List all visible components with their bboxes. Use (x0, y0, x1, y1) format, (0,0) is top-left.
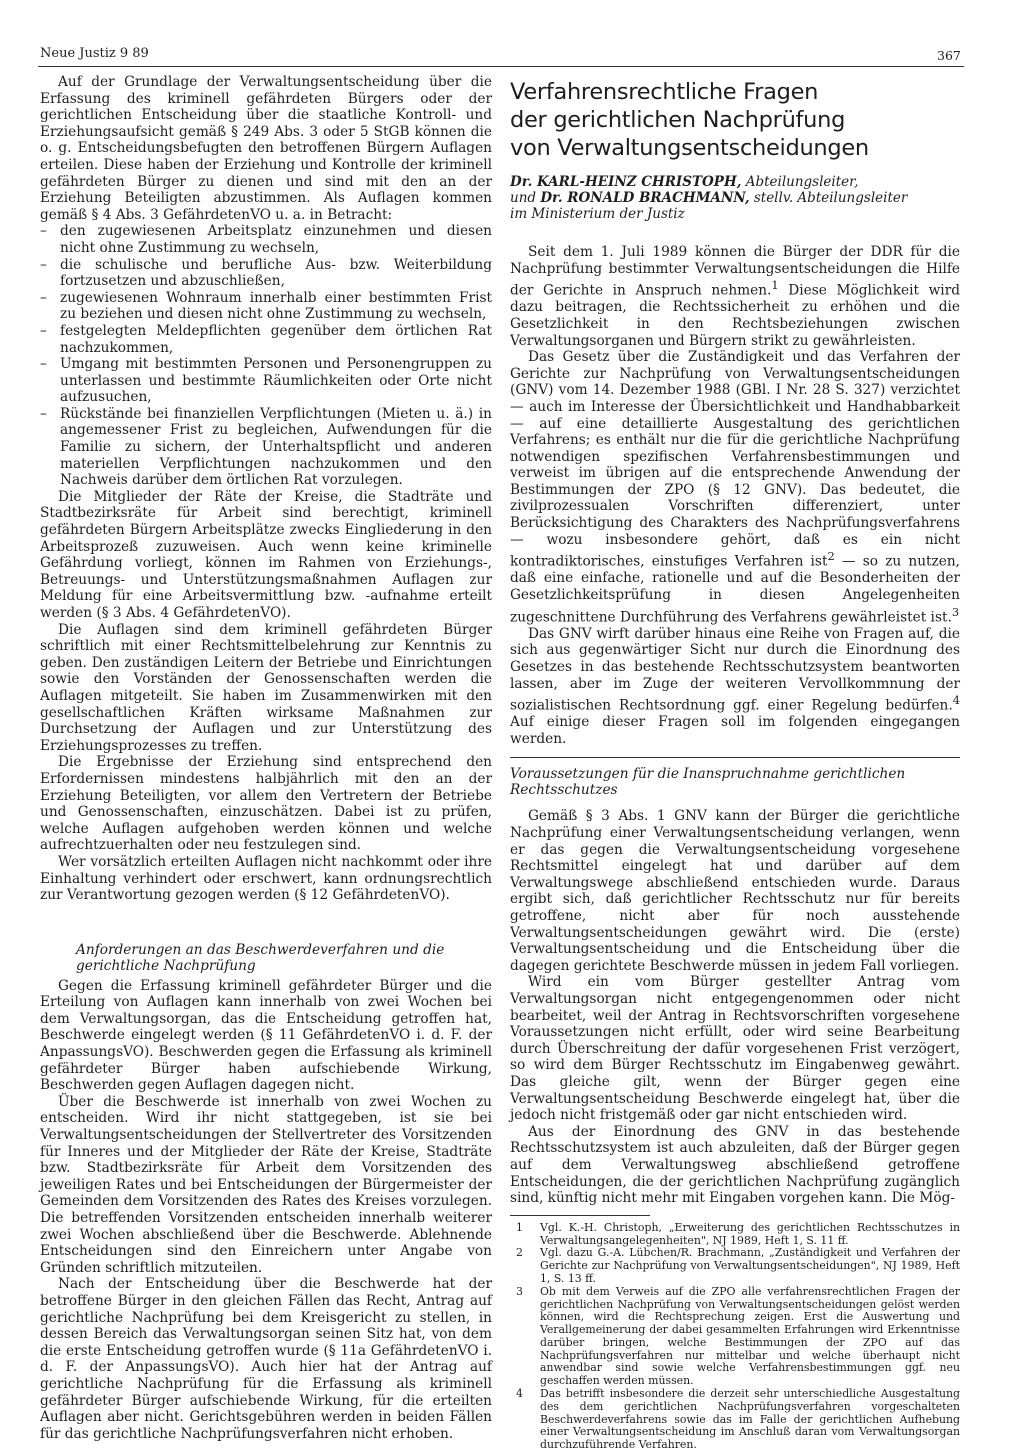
right-column (510, 78, 960, 1452)
header-rule (38, 66, 964, 67)
list-item: – zugewiesenen Wohnraum innerhalb einer bestimmten Frist zu beziehen und diesen nicht ohne Zustimmung zu wechseln, (40, 289, 492, 323)
footnote-rule (510, 1215, 650, 1216)
list-item: – Rückstände bei finanziellen Verpflichtungen (Mieten u. ä.) in angemessener Frist zu begleichen, Aufwendungen für die Familie zu sichern, der Unterhaltspflicht und anderen materiellen Verpflichtungen nachzukommen und den Nachweis darüber dem örtlichen Rat vorzulegen. (40, 405, 492, 489)
footnotes (510, 1222, 960, 1452)
auflagen-list (40, 223, 492, 489)
paragraph: Das GNV wirft darüber hinaus eine Reihe von Fragen auf, die sich aus gegenwärtiger Sicht nur durch die Einordnung des Gesetzes in das bestehende Rechtsschutzsystem beantworten lassen, aber im Zuge der weiteren Vervollkommnung der sozialistischen Rechtsordnung ggf. einer Regelung bedürfen.$^4$ Auf einige dieser Fragen soll im folgenden eingegangen werden. (510, 625, 960, 747)
paragraph: Gegen die Erfassung kriminell gefährdeter Bürger und die Erteilung von Auflagen kann innerhalb von zwei Wochen bei dem Verwaltungsorgan, das die Entscheidung getroffen hat, Beschwerde eingelegt werden (§ 11 GefährdetenVO i. d. F. der AnpassungsVO). Beschwerden gegen die Erfassung als kriminell gefährdeter Bürger haben aufschiebende Wirkung, Beschwerden gegen Auflagen dagegen nicht. (40, 977, 492, 1094)
page-number: 367 (937, 48, 961, 63)
paragraph: Über die Beschwerde ist innerhalb von zwei Wochen zu entscheiden. Wird ihr nicht stattgegeben, ist sie bei Verwaltungsentscheidungen der Stellvertreter des Vorsitzenden für Inneres und der Mitglieder der Räte der Kreise, Stadträte bzw. Stadtbezirksräte für Arbeit dem Vorsitzenden des jeweiligen Rates und bei Entscheidungen der Bürgermeister der Gemeinden dem Vorsitzenden des Rates des Kreises vorzulegen. Die betreffenden Vorsitzenden entscheiden innerhalb weiterer zwei Wochen abschließend über die Beschwerde. Ablehnende Entscheidungen sind den Einreichern unter Angabe von Gründen schriftlich mitzuteilen. (40, 1093, 492, 1276)
footnote: 1 Vgl. K.-H. Christoph, „Erweiterung des gerichtlichen Rechtsschutzes in Verwaltungsangelegenheiten", NJ 1989, Heft 1, S. 11 ff. (516, 1220, 960, 1247)
section-subheading: Anforderungen an das Beschwerdeverfahren und die gerichtliche Nachprüfung (76, 941, 445, 974)
article-title: Verfahrensrechtliche Fragen der gerichtlichen Nachprüfung von Verwaltungsentscheidungen (510, 79, 869, 161)
footnote: 3 Ob mit dem Verweis auf die ZPO alle verfahrensrechtlichen Fragen der gerichtlichen Nachprüfung von Verwaltungsentscheidungen gelöst werden können, wird die Rechtsprechung zeigen. Erst die Auswertung und Verallgemeinerung der dabei gesammelten Erfahrungen wird Erkenntnisse darüber bringen, welche Bestimmungen der ZPO auf das Nachprüfungsverfahren nur mittelbar und welche überhaupt nicht anwendbar sind sowie welche Verfahrensbestimmungen ggf. neu geschaffen werden müssen. (516, 1284, 960, 1388)
footnote-ref: 2 (827, 549, 835, 564)
footnote: 2 Vgl. dazu G.-A. Lübchen/R. Brachmann, „Zuständigkeit und Verfahren der Gerichte zur Nachprüfung von Verwaltungsentscheidungen", NJ 1989, Heft 1, S. 13 ff. (516, 1246, 960, 1285)
paragraph: Wer vorsätzlich erteilten Auflagen nicht nachkommt oder ihre Einhaltung verhindert oder erschwert, kann ordnungsrechtlich zur Verantwortung gezogen werden (§ 12 GefährdetenVO). (40, 853, 492, 904)
paragraph: Die Ergebnisse der Erziehung sind entsprechend den Erfordernissen mindestens halbjährlich mit den an der Erziehung Beteiligten, vor allem den Vertretern der Betriebe und Genossenschaften, einzuschätzen. Dabei ist zu prüfen, welche Auflagen aufgehoben werden können und welche aufrechtzuerhalten oder neu festzulegen sind. (40, 754, 492, 854)
paragraph: Aus der Einordnung des GNV in das bestehende Rechtsschutzsystem ist auch abzuleiten, daß der Bürger gegen auf dem Verwaltungsweg abschließend getroffene Entscheidungen, die der gerichtlichen Nachprüfung zugänglich sind, künftig nicht mehr mit Eingaben vorgehen kann. Die Mög- (510, 1123, 960, 1207)
footnote-ref: 3 (951, 604, 960, 619)
list-item: – Umgang mit bestimmten Personen und Personengruppen zu unterlassen und bestimmte Räumlichkeiten oder Orte nicht aufzusuchen, (40, 356, 492, 406)
list-item: – den zugewiesenen Arbeitsplatz einzunehmen und diesen nicht ohne Zustimmung zu wechseln, (40, 223, 492, 256)
list-item: – festgelegten Meldepflichten gegenüber dem örtlichen Rat nachzukommen, (40, 322, 492, 356)
section-rule (510, 757, 960, 758)
footnote-ref: 4 (952, 693, 960, 708)
footnote-ref: 1 (771, 278, 779, 293)
journal-header: Neue Justiz 9 89 (40, 46, 149, 61)
paragraph: Das Gesetz über die Zuständigkeit und das Verfahren der Gerichte zur Nachprüfung von Verwaltungsentscheidungen (GNV) vom 14. Dezember 1988 (GBl. I Nr. 28 S. 327) verzichtet — auch im Interesse der Übersichtlichkeit und Handhabbarkeit — auf eine detaillierte Ausgestaltung des gerichtlichen Verfahrens; es enthält nur die für die gerichtliche Nachprüfung notwendigen spezifischen Verfahrensbestimmungen und verweist im übrigen auf die entsprechende Anwendung der Bestimmungen der ZPO (§ 12 GNV). Das bedeutet, die zivilprozessualen Vorschriften differenziert, unter Berücksichtigung des Charakters des Nachprüfungsverfahrens — wozu insbesondere gehört, daß es ein nicht kontradiktorisches, einstufiges Verfahren ist$^2$ — so zu nutzen, daß eine einfache, rationelle und auf die Besonderheiten der Gesetzlichkeitsprüfung in diesen Angelegenheiten zugeschnittene Durchführung des Verfahrens gewährleistet ist.$^3$ (510, 349, 960, 626)
list-item: – die schulische und berufliche Aus- bzw. Weiterbildung fortzusetzen und abzuschließen, (40, 256, 492, 290)
paragraph: Wird ein vom Bürger gestellter Antrag vom Verwaltungsorgan nicht entgegengenommen oder nicht bearbeitet, weil der Antrag in Rechtsvorschriften vorgesehene Voraussetzungen nicht erfüllt, oder wird seine Bearbeitung durch Überschreitung der dafür vorgesehenen Frist verzögert, so wird dem Bürger Rechtsschutz im Eingabenweg gewährt. Das gleiche gilt, wenn der Bürger gegen eine Verwaltungsentscheidung Beschwerde eingelegt hat, über die jedoch nicht fristgemäß oder gar nicht entschieden wird. (510, 974, 960, 1124)
paragraph: Gemäß § 3 Abs. 1 GNV kann der Bürger die gerichtliche Nachprüfung einer Verwaltungsentscheidung verlangen, wenn er das gegen die Verwaltungsentscheidung vorgesehene Rechtsmittel eingelegt hat und darüber auf dem Verwaltungswege abschließend entschieden wurde. Daraus ergibt sich, daß gerichtlicher Rechtsschutz nur für bereits getroffene, nicht aber für noch ausstehende Verwaltungsentscheidungen gewährt wird. Die (erste) Verwaltungsentscheidung und die Entscheidung über die dagegen gerichtete Beschwerde müssen in jedem Fall vorliegen. (510, 808, 960, 974)
paragraph: Die Mitglieder der Räte der Kreise, die Stadträte und Stadtbezirksräte für Arbeit sind berechtigt, kriminell gefährdeten Bürgern Arbeitsplätze zwecks Eingliederung in den Arbeitsprozeß zuzuweisen. Auch wenn keine kriminelle Gefährdung vorliegt, können im Rahmen von Erziehungs-, Betreuungs- und Unterstützungsmaßnahmen Auflagen zur Meldung für eine Arbeitsvermittlung bzw. -aufnahme erteilt werden (§ 3 Abs. 4 GefährdetenVO). (40, 488, 492, 621)
paragraph: Die Auflagen sind dem kriminell gefährdeten Bürger schriftlich mit einer Rechtsmittelbelehrung zur Kenntnis zu geben. Den zuständigen Leitern der Betriebe und Einrichtungen sowie den Vorständen der Genossenschaften werden die Auflagen mitgeteilt. Sie haben im Zusammenwirken mit den gesellschaftlichen Kräften wirksame Maßnahmen zur Durchsetzung der Auflagen und zur Unterstützung des Erziehungsprozesses zu treffen. (40, 621, 492, 754)
paragraph: Nach der Entscheidung über die Beschwerde hat der betroffene Bürger in den gleichen Fällen das Recht, Antrag auf gerichtliche Nachprüfung bei dem Kreisgericht zu stellen, in dessen Bereich das Verwaltungsorgan seinen Sitz hat, von dem die erste Entscheidung getroffen wurde (§ 11a GefährdetenVO i. d. F. der AnpassungsVO). Auch hier hat der Antrag auf gerichtliche Nachprüfung für die Erfassung als kriminell gefährdeter Bürger aufschiebende Wirkung, für die erteilten Auflagen aber nicht. Gerichtsgebühren werden in beiden Fällen für das gerichtliche Nachprüfungsverfahren nicht erhoben. (40, 1276, 492, 1442)
section-subheading: Voraussetzungen für die Inanspruchnahme gerichtlichen Rechtsschutzes (510, 766, 906, 799)
footnote: 4 Das betrifft insbesondere die derzeit sehr unterschiedliche Ausgestaltung des dem gerichtlichen Nachprüfungsverfahren vorgeschalteten Beschwerdeverfahrens sowie das im Falle der gerichtlichen Aufhebung einer Verwaltungsentscheidung im Anschluß daran vom Verwaltungsorgan durchzuführende Verfahren. (516, 1387, 960, 1452)
article-authors: Dr. KARL-HEINZ CHRISTOPH, Abteilungsleiter, und Dr. RONALD BRACHMANN, stellv. Abteilungsleiter im Ministerium der Justiz (510, 174, 908, 222)
paragraph: Auf der Grundlage der Verwaltungsentscheidung über die Erfassung des kriminell gefährdeten Bürgers oder der gerichtlichen Entscheidung über die staatliche Kontroll- und Erziehungsaufsicht gemäß § 249 Abs. 3 oder 5 StGB können die o. g. Entscheidungsbefugten den betroffenen Bürgern Auflagen erteilen. Diese haben der Erziehung und Kontrolle der kriminell gefährdeten Bürger zu dienen und sind mit den an der Erziehung Beteiligten abzustimmen. Als Auflagen kommen gemäß § 4 Abs. 3 GefährdetenVO u. a. in Betracht: (40, 74, 492, 223)
paragraph: Seit dem 1. Juli 1989 können die Bürger der DDR für die Nachprüfung bestimmter Verwaltungsentscheidungen die Hilfe der Gerichte in Anspruch nehmen.$^1$ Diese Möglichkeit wird dazu beitragen, die Rechtssicherheit zu erhöhen und die Gesetzlichkeit in den Rechtsbeziehungen zwischen Verwaltungsorganen und Bürgern strikt zu gewährleisten. (510, 244, 960, 349)
left-column (40, 74, 492, 1442)
